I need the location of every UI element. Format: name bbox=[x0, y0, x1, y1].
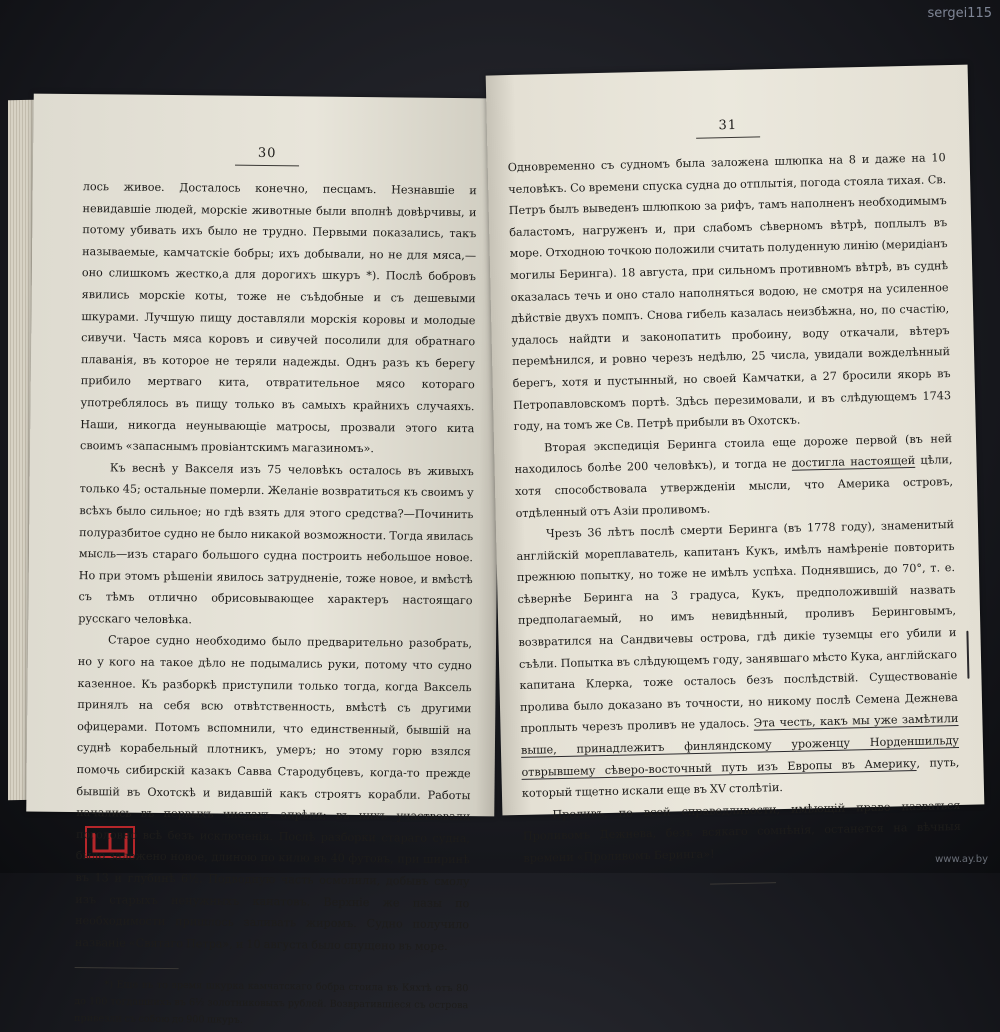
footnote-divider bbox=[75, 967, 179, 969]
text-run: , путь, который тщетно искали еще въ XV столѣтіи. bbox=[521, 755, 960, 801]
text-run: цѣли, хотя способствовала утвержденіи мысли, что Америка островъ, отдѣленный отъ Азіи проливомъ. bbox=[514, 453, 954, 520]
left-page-text bbox=[74, 176, 477, 1031]
site-watermark: www.ay.by bbox=[935, 854, 988, 865]
pencil-margin-mark bbox=[966, 631, 969, 679]
paragraph: лось живое. Досталось конечно, песцамъ. Незнавшіе и невидавшіе людей, морскіе животные были вполнѣ довѣрчивы, и потому убивать ихъ было не трудно. Первыми показались, такъ называемые, камчатскіе бобры; ихъ добывали, но не для мяса,—оно слишкомъ жестко,а для дорогихъ шкуръ *). Послѣ бобровъ явились морскіе коты, тоже не съѣдобные и съ дешевыми шкурами. Лучшую пищу доставляли морскія коровы и молодые сивучи. Часть мяса коровъ и сивучей посолили для обратнаго плаванія, въ которое не теряли надежды. Однъ разъ къ берегу прибило мертваго кита, отвратительное мясо котораго употреблялось въ пищу только въ самыхъ крайнихъ случаяхъ. Наши, никогда неунывающіе матросы, прозвали этого кита своимъ «запаснымъ провіантскимъ магазиномъ». bbox=[80, 180, 477, 456]
paragraph: Проливъ, по всей справедливости, имѣющій право назваться Проливомъ Дежнева, безъ всякаго сомнѣнія, останется на вѣчныя времени «Проливомъ Беринга»! bbox=[522, 798, 961, 865]
paragraph bbox=[514, 428, 954, 524]
page-number: 30 bbox=[33, 144, 501, 169]
end-rule bbox=[710, 882, 776, 884]
paragraph: Одновременно съ судномъ была заложена шлюпка на 8 и даже на 10 человѣкъ. Со времени спуска судна до отплытія, погода стояла тихая. Св. Петръ былъ выведенъ шлюпкою за рифъ, тамъ наполненъ необходимымъ баластомъ, нагруженъ и, при слабомъ сѣверномъ вѣтрѣ, поплылъ въ море. Отходною точкою положили считать полуденную линію (меридіанъ могилы Беринга). 18 августа, при сильномъ противномъ вѣтрѣ, въ суднѣ оказалась течь и оно стало наполняться водою, не смотря на усиленное дѣйствіе двухъ помпъ. Снова гибель казалась неизбѣжна, но, по счастію, удалось найдти и законопатить пробоину, воду откачали, вѣтеръ перемѣнился, и ровно черезъ недѣлю, 25 числа, увидали вожделѣнный берегъ, хотя и пустынный, но своей Камчатки, а 27 бросили якорь въ Петропавловскомъ портѣ. Здѣсь перезимовали, и въ слѣдующемъ 1743 году, на томъ же Св. Петрѣ прибыли въ Охотскъ. bbox=[507, 151, 952, 434]
watermark-top: sergei115 bbox=[927, 6, 992, 21]
underlined-text: Эта честь, какъ мы уже замѣтили выше, принадлежитъ финляндскому уроженцу Норденшильду отврывшему сѣверо-восточный путь изъ Европы въ Америку bbox=[520, 712, 960, 779]
footnote: *) Еще въ то время шкурка камчатскаго бобра стоила въ Кяхтѣ отъ 80 до 100 тогдашнихъ въ 6½ золотниковыхъ рублей. Возвратившіеся съ острова привезли съ собою до 900 шкуръ. bbox=[74, 979, 469, 1027]
page-number: 31 bbox=[487, 113, 969, 144]
text-run: Чрезъ 36 лѣтъ послѣ смерти Беринга (въ 1778 году), знаменитый англійскій мореплаватель, капитанъ Кукъ, имѣлъ намѣреніе повторить прежнюю попытку, но тоже не имѣлъ успѣха. Поднявшись, до 70°, т. е. сѣвернѣе Беринга на 3 градуса, Кукъ, предположившій назвать предполагаемый, но имъ невидѣнный, проливъ Беринговымъ, возвратился на Сандвичевы острова, гдѣ дикіе туземцы его убили и съѣли. Попытка въ слѣдующемъ году, занявшаго мѣсто Кука, англійскаго капитана Клерка, тоже осталось безъ послѣдствій. Существованіе пролива было доказано въ точности, но никому послѣ Семена Дежнева проплыть черезъ проливъ не удалось. bbox=[516, 518, 959, 736]
underlined-text: достигла настоящей bbox=[791, 454, 916, 471]
paragraph bbox=[516, 514, 960, 805]
text-run: Вторая экспедиція Беринга стоила еще дороже первой (въ ней находилось болѣе 200 человѣкъ), и тогда не bbox=[514, 431, 953, 477]
left-page bbox=[26, 94, 501, 1027]
paragraph: Къ веснѣ у Вакселя изъ 75 человѣкъ осталось въ живыхъ только 45; остальные померли. Желаніе возвратиться къ своимъ у всѣхъ было сильное; но гдѣ взять для этого средства?—Починить полуразбитое судно не было никакой возможности. Тогда явилась мысль—изъ стараго большого судна построить небольшое новое. Но при этомъ рѣшеніи явилось затрудненіе, тоже новое, и вмѣстѣ съ тѣмъ отлично обрисовывающее характеръ настоящаго русскаго человѣка. bbox=[78, 461, 474, 627]
right-page-text bbox=[508, 147, 962, 888]
paragraph: Старое судно необходимо было предварительно разобрать, но у кого на такое дѣло не подымались руки, потому что судно казенное. Къ разборкѣ приступили только тогда, когда Ваксель принялъ на себя всю отвѣтственность, вмѣстѣ съ другими офицерами. Потомъ вспомнили, что единственный, бывшій на суднѣ корабельный плотникъ, умеръ; но этому горю взялся помочь сибирскій казакъ Савва Стародубцевъ, когда-то прежде бывшій въ Охотскѣ и видавшій какъ строятъ корабли. Работы начались въ первыхъ числахъ апрѣля; въ нихъ участвовали поголовно всѣ безъ исключенія. Послѣ разборки стараго судна, было заложено новое, длиною по килю въ 40 футовъ, при ширинѣ въ 13 и глубинѣ 6½. Подводную часть осмолили, добывъ смолу изъ старыхъ ненужныхъ канатовъ. Верхніе же пазы по необходимости пришлось заливать жиромъ. Судно получило названіе «Святаго Петра», и 10 августа было спущено въ море. bbox=[74, 633, 473, 953]
